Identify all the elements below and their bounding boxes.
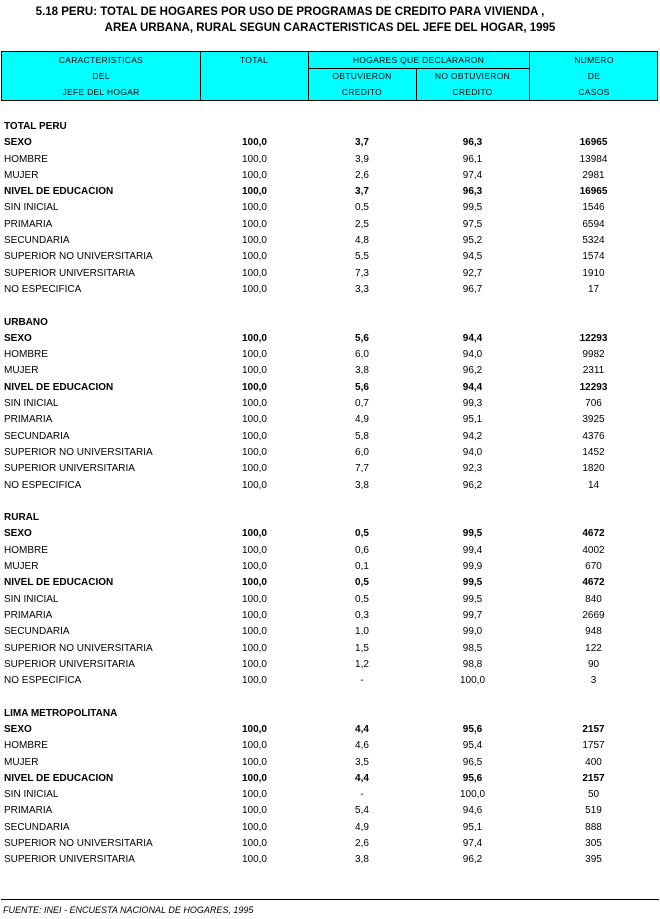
cell-total: 100,0 <box>241 153 267 165</box>
cell-casos: 90 <box>587 658 600 670</box>
row-label: MUJER <box>4 561 39 573</box>
cell-no-obtuvieron: 99,5 <box>462 528 483 540</box>
row-label: SUPERIOR NO UNIVERSITARIA <box>4 251 153 263</box>
table-row <box>0 624 660 640</box>
table-title-line2: AREA URBANA, RURAL SEGUN CARACTERISTICAS DEL JEFE DEL HOGAR, 1995 <box>104 22 556 34</box>
table-row <box>0 803 660 819</box>
cell-casos: 1574 <box>582 251 605 263</box>
cell-no-obtuvieron: 98,5 <box>462 642 483 654</box>
cell-total: 100,0 <box>241 609 267 621</box>
row-label: SIN INICIAL <box>4 202 59 214</box>
cell-obtuvieron: - <box>360 789 364 801</box>
cell-total: 100,0 <box>241 169 267 181</box>
cell-obtuvieron: 5,6 <box>355 381 369 393</box>
cell-no-obtuvieron: 97,4 <box>462 169 483 181</box>
cell-no-obtuvieron: 100,0 <box>459 675 486 687</box>
footer-divider <box>1 899 659 900</box>
cell-total: 100,0 <box>241 772 267 784</box>
cell-total: 100,0 <box>241 838 267 850</box>
cell-obtuvieron: 4,4 <box>355 723 369 735</box>
cell-no-obtuvieron: 97,4 <box>462 838 483 850</box>
cell-total: 100,0 <box>241 821 267 833</box>
cell-total: 100,0 <box>241 528 267 540</box>
table-row <box>0 478 660 494</box>
row-label: SECUNDARIA <box>4 626 70 638</box>
cell-casos: 395 <box>585 854 602 866</box>
row-label: SECUNDARIA <box>4 821 70 833</box>
table-body <box>0 119 660 869</box>
cell-no-obtuvieron: 98,8 <box>462 658 483 670</box>
cell-casos: 16965 <box>579 137 608 149</box>
table-row <box>0 315 660 331</box>
cell-total: 100,0 <box>241 723 267 735</box>
row-label: SEXO <box>4 332 32 344</box>
row-label: SEXO <box>4 723 32 735</box>
cell-total: 100,0 <box>241 740 267 752</box>
cell-casos: 948 <box>585 626 602 638</box>
table-row <box>0 575 660 591</box>
row-label: SEXO <box>4 528 32 540</box>
cell-no-obtuvieron: 94,0 <box>462 349 483 361</box>
cell-no-obtuvieron: 96,2 <box>462 365 483 377</box>
cell-obtuvieron: 4,8 <box>355 235 369 247</box>
cell-casos: 2981 <box>582 169 605 181</box>
cell-casos: 6594 <box>582 218 605 230</box>
cell-obtuvieron: 4,4 <box>355 772 369 784</box>
cell-obtuvieron: 1,5 <box>355 642 369 654</box>
cell-casos: 16965 <box>579 186 608 198</box>
cell-total: 100,0 <box>241 479 267 491</box>
table-row <box>0 722 660 738</box>
cell-no-obtuvieron: 99,0 <box>462 626 483 638</box>
table-row <box>0 461 660 477</box>
table-row <box>0 608 660 624</box>
cell-obtuvieron: 5,5 <box>355 251 369 263</box>
table-row <box>0 217 660 233</box>
cell-obtuvieron: 4,6 <box>355 740 369 752</box>
table-row <box>0 331 660 347</box>
cell-casos: 400 <box>585 756 602 768</box>
table-row <box>0 396 660 412</box>
cell-casos: 3925 <box>582 414 605 426</box>
row-label: NIVEL DE EDUCACION <box>4 772 114 784</box>
header-subline <box>308 68 529 69</box>
cell-no-obtuvieron: 96,1 <box>462 153 483 165</box>
cell-no-obtuvieron: 96,3 <box>462 186 483 198</box>
cell-total: 100,0 <box>241 642 267 654</box>
cell-no-obtuvieron: 99,3 <box>462 398 483 410</box>
cell-obtuvieron: 5,6 <box>355 332 369 344</box>
cell-obtuvieron: 4,9 <box>355 821 369 833</box>
cell-total: 100,0 <box>241 593 267 605</box>
table-row <box>0 820 660 836</box>
cell-total: 100,0 <box>241 398 267 410</box>
table-row <box>0 755 660 771</box>
row-label: NO ESPECIFICA <box>4 675 82 687</box>
cell-casos: 2311 <box>582 365 605 377</box>
cell-no-obtuvieron: 95,1 <box>462 414 483 426</box>
table-row <box>0 152 660 168</box>
cell-total: 100,0 <box>241 251 267 263</box>
table-row <box>0 559 660 575</box>
cell-obtuvieron: 5,4 <box>355 805 369 817</box>
row-label: SEXO <box>4 137 32 149</box>
cell-obtuvieron: 1,0 <box>355 626 369 638</box>
cell-total: 100,0 <box>241 202 267 214</box>
cell-no-obtuvieron: 95,2 <box>462 235 483 247</box>
cell-no-obtuvieron: 95,4 <box>462 740 483 752</box>
cell-casos: 706 <box>585 398 602 410</box>
cell-no-obtuvieron: 97,5 <box>462 218 483 230</box>
cell-total: 100,0 <box>241 577 267 589</box>
cell-casos: 888 <box>585 821 602 833</box>
table-row <box>0 429 660 445</box>
cell-total: 100,0 <box>241 365 267 377</box>
cell-obtuvieron: 3,7 <box>355 137 369 149</box>
row-label: HOMBRE <box>4 153 48 165</box>
table-row <box>0 510 660 526</box>
row-label: SECUNDARIA <box>4 235 70 247</box>
cell-obtuvieron: 6,0 <box>355 446 369 458</box>
table-row <box>0 445 660 461</box>
row-label: PRIMARIA <box>4 414 53 426</box>
table-row <box>0 249 660 265</box>
cell-no-obtuvieron: 94,0 <box>462 446 483 458</box>
cell-no-obtuvieron: 100,0 <box>459 789 486 801</box>
row-label: SIN INICIAL <box>4 398 59 410</box>
cell-no-obtuvieron: 95,6 <box>462 723 483 735</box>
row-label: SECUNDARIA <box>4 430 70 442</box>
cell-casos: 1546 <box>582 202 605 214</box>
cell-obtuvieron: 3,8 <box>355 854 369 866</box>
table-row <box>0 119 660 135</box>
header-no-obtuvieron: NO OBTUVIERON CREDITO <box>434 71 511 97</box>
table-row <box>0 233 660 249</box>
table-row <box>0 363 660 379</box>
cell-casos: 122 <box>585 642 602 654</box>
cell-casos: 2669 <box>582 609 605 621</box>
source-note: FUENTE: INEI - ENCUESTA NACIONAL DE HOGARES, 1995 <box>3 905 254 915</box>
cell-total: 100,0 <box>241 658 267 670</box>
cell-obtuvieron: 0,5 <box>355 202 369 214</box>
cell-obtuvieron: 4,9 <box>355 414 369 426</box>
cell-casos: 4376 <box>582 430 605 442</box>
row-label: HOMBRE <box>4 740 48 752</box>
cell-obtuvieron: 3,5 <box>355 756 369 768</box>
cell-casos: 4672 <box>582 577 605 589</box>
cell-total: 100,0 <box>241 544 267 556</box>
table-row <box>0 135 660 151</box>
cell-no-obtuvieron: 94,4 <box>462 332 483 344</box>
cell-total: 100,0 <box>241 332 267 344</box>
cell-no-obtuvieron: 99,7 <box>462 609 483 621</box>
cell-total: 100,0 <box>241 235 267 247</box>
row-label: SIN INICIAL <box>4 789 59 801</box>
cell-obtuvieron: 3,8 <box>355 479 369 491</box>
cell-casos: 840 <box>585 593 602 605</box>
cell-obtuvieron: 3,9 <box>355 153 369 165</box>
cell-casos: 5324 <box>582 235 605 247</box>
table-row <box>0 412 660 428</box>
row-label: NIVEL DE EDUCACION <box>4 186 114 198</box>
row-label: MUJER <box>4 365 39 377</box>
row-label: NIVEL DE EDUCACION <box>4 577 114 589</box>
spacer-row <box>0 689 660 705</box>
cell-casos: 13984 <box>579 153 608 165</box>
row-label: SUPERIOR UNIVERSITARIA <box>4 463 135 475</box>
cell-total: 100,0 <box>241 137 267 149</box>
cell-obtuvieron: 7,3 <box>355 267 369 279</box>
table-row <box>0 592 660 608</box>
row-label: HOMBRE <box>4 544 48 556</box>
table-row <box>0 641 660 657</box>
table-row <box>0 706 660 722</box>
cell-casos: 1820 <box>582 463 605 475</box>
cell-total: 100,0 <box>241 805 267 817</box>
cell-casos: 3 <box>590 675 597 687</box>
table-row <box>0 738 660 754</box>
cell-casos: 4002 <box>582 544 605 556</box>
spacer-row <box>0 494 660 510</box>
row-label: SUPERIOR NO UNIVERSITARIA <box>4 446 153 458</box>
cell-obtuvieron: 3,7 <box>355 186 369 198</box>
row-label: NO ESPECIFICA <box>4 479 82 491</box>
header-total: TOTAL <box>239 55 269 65</box>
cell-total: 100,0 <box>241 186 267 198</box>
cell-obtuvieron: 5,8 <box>355 430 369 442</box>
cell-total: 100,0 <box>241 626 267 638</box>
cell-no-obtuvieron: 99,4 <box>462 544 483 556</box>
cell-obtuvieron: 0,5 <box>355 577 369 589</box>
cell-casos: 14 <box>587 479 600 491</box>
row-label: MUJER <box>4 169 39 181</box>
cell-no-obtuvieron: 94,2 <box>462 430 483 442</box>
cell-obtuvieron: 2,6 <box>355 838 369 850</box>
cell-no-obtuvieron: 96,5 <box>462 756 483 768</box>
cell-obtuvieron: 0,5 <box>355 593 369 605</box>
cell-casos: 670 <box>585 561 602 573</box>
cell-no-obtuvieron: 95,6 <box>462 772 483 784</box>
row-label: SUPERIOR NO UNIVERSITARIA <box>4 642 153 654</box>
cell-casos: 1757 <box>582 740 605 752</box>
row-label: LIMA METROPOLITANA <box>4 707 118 719</box>
cell-no-obtuvieron: 94,5 <box>462 251 483 263</box>
cell-obtuvieron: 0,5 <box>355 528 369 540</box>
cell-no-obtuvieron: 96,7 <box>462 283 483 295</box>
table-row <box>0 787 660 803</box>
cell-total: 100,0 <box>241 756 267 768</box>
cell-no-obtuvieron: 99,5 <box>462 577 483 589</box>
cell-casos: 1910 <box>582 267 605 279</box>
cell-total: 100,0 <box>241 789 267 801</box>
cell-no-obtuvieron: 99,5 <box>462 593 483 605</box>
cell-no-obtuvieron: 95,1 <box>462 821 483 833</box>
table-row <box>0 836 660 852</box>
row-label: URBANO <box>4 316 48 328</box>
row-label: SUPERIOR UNIVERSITARIA <box>4 658 135 670</box>
cell-casos: 1452 <box>582 446 605 458</box>
row-label: PRIMARIA <box>4 609 53 621</box>
cell-no-obtuvieron: 96,2 <box>462 479 483 491</box>
cell-total: 100,0 <box>241 675 267 687</box>
cell-obtuvieron: 3,3 <box>355 283 369 295</box>
header-caracteristicas: CARACTERISTICAS DEL JEFE DEL HOGAR <box>58 55 144 97</box>
cell-obtuvieron: 3,8 <box>355 365 369 377</box>
table-header <box>1 51 658 101</box>
cell-obtuvieron: 7,7 <box>355 463 369 475</box>
cell-obtuvieron: 0,1 <box>355 561 369 573</box>
cell-casos: 50 <box>587 789 600 801</box>
row-label: PRIMARIA <box>4 218 53 230</box>
cell-total: 100,0 <box>241 430 267 442</box>
cell-obtuvieron: 6,0 <box>355 349 369 361</box>
row-label: SUPERIOR NO UNIVERSITARIA <box>4 838 153 850</box>
cell-obtuvieron: 0,6 <box>355 544 369 556</box>
header-obtuvieron: OBTUVIERON CREDITO <box>332 71 392 97</box>
cell-casos: 17 <box>587 283 600 295</box>
cell-no-obtuvieron: 99,9 <box>462 561 483 573</box>
cell-no-obtuvieron: 94,4 <box>462 381 483 393</box>
cell-no-obtuvieron: 96,3 <box>462 137 483 149</box>
cell-total: 100,0 <box>241 463 267 475</box>
cell-obtuvieron: 2,6 <box>355 169 369 181</box>
cell-obtuvieron: 0,7 <box>355 398 369 410</box>
table-row <box>0 347 660 363</box>
cell-casos: 4672 <box>582 528 605 540</box>
table-row <box>0 657 660 673</box>
row-label: NO ESPECIFICA <box>4 283 82 295</box>
cell-obtuvieron: 1,2 <box>355 658 369 670</box>
table-row <box>0 543 660 559</box>
table-row <box>0 282 660 298</box>
spacer-row <box>0 298 660 314</box>
cell-total: 100,0 <box>241 218 267 230</box>
row-label: MUJER <box>4 756 39 768</box>
row-label: SIN INICIAL <box>4 593 59 605</box>
table-row <box>0 184 660 200</box>
cell-no-obtuvieron: 92,3 <box>462 463 483 475</box>
cell-obtuvieron: - <box>360 675 364 687</box>
cell-no-obtuvieron: 96,2 <box>462 854 483 866</box>
cell-no-obtuvieron: 92,7 <box>462 267 483 279</box>
cell-casos: 12293 <box>579 332 608 344</box>
cell-casos: 2157 <box>582 772 605 784</box>
header-hogares: HOGARES QUE DECLARARON <box>352 55 485 65</box>
row-label: TOTAL PERU <box>4 121 67 132</box>
table-title-line1: 5.18 PERU: TOTAL DE HOGARES POR USO DE PROGRAMAS DE CREDITO PARA VIVIENDA , <box>35 6 545 18</box>
cell-casos: 305 <box>585 838 602 850</box>
table-row <box>0 673 660 689</box>
row-label: RURAL <box>4 512 39 524</box>
cell-total: 100,0 <box>241 381 267 393</box>
table-row <box>0 852 660 868</box>
table-row <box>0 380 660 396</box>
row-label: PRIMARIA <box>4 805 53 817</box>
table-row <box>0 200 660 216</box>
cell-total: 100,0 <box>241 349 267 361</box>
cell-total: 100,0 <box>241 267 267 279</box>
cell-obtuvieron: 0,3 <box>355 609 369 621</box>
cell-total: 100,0 <box>241 446 267 458</box>
cell-total: 100,0 <box>241 854 267 866</box>
cell-total: 100,0 <box>241 414 267 426</box>
cell-total: 100,0 <box>241 283 267 295</box>
row-label: HOMBRE <box>4 349 48 361</box>
cell-casos: 9982 <box>582 349 605 361</box>
cell-no-obtuvieron: 99,5 <box>462 202 483 214</box>
table-row <box>0 771 660 787</box>
cell-total: 100,0 <box>241 561 267 573</box>
table-row <box>0 168 660 184</box>
row-label: SUPERIOR UNIVERSITARIA <box>4 854 135 866</box>
cell-casos: 12293 <box>579 381 608 393</box>
cell-no-obtuvieron: 94,6 <box>462 805 483 817</box>
table-row <box>0 266 660 282</box>
row-label: SUPERIOR UNIVERSITARIA <box>4 267 135 279</box>
cell-casos: 2157 <box>582 723 605 735</box>
row-label: NIVEL DE EDUCACION <box>4 381 114 393</box>
cell-obtuvieron: 2,5 <box>355 218 369 230</box>
cell-casos: 519 <box>585 805 602 817</box>
header-numero: NUMERO DE CASOS <box>574 55 614 97</box>
table-row <box>0 526 660 542</box>
